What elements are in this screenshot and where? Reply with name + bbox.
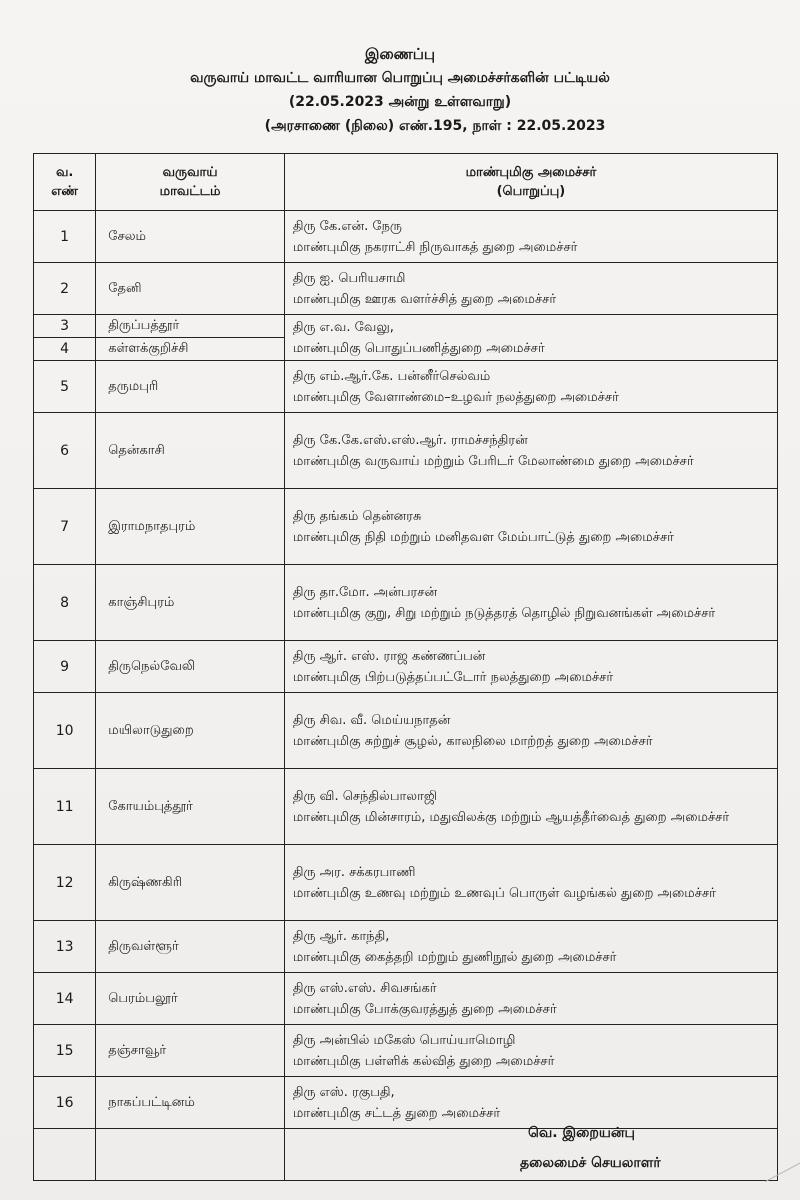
row-minister-cell <box>284 1025 777 1077</box>
signatory-name: வெ. இறையன்பு <box>528 1125 635 1141</box>
row-district: காஞ்சிபுரம் <box>96 565 285 641</box>
row-minister-cell <box>284 263 777 315</box>
table-row <box>34 973 778 1025</box>
minister-name: திரு தங்கம் தென்னரசு <box>292 508 422 524</box>
row-district: கள்ளக்குறிச்சி <box>96 338 285 361</box>
minister-name: திரு சிவ. வீ. மெய்யநாதன் <box>292 712 451 728</box>
row-number: 4 <box>34 338 96 361</box>
minister-portfolio: மாண்புமிகு போக்குவரத்துத் துறை அமைச்சர் <box>292 1001 557 1017</box>
row-district: இராமநாதபுரம் <box>96 489 285 565</box>
minister-name: திரு கே.கே.எஸ்.எஸ்.ஆர். ராமச்சந்திரன் <box>292 432 528 448</box>
row-district: கோயம்புத்தூர் <box>96 769 285 845</box>
minister-portfolio: மாண்புமிகு வேளாண்மை–உழவர் நலத்துறை அமைச்சர் <box>292 389 619 405</box>
row-minister-cell <box>284 693 777 769</box>
row-number: 7 <box>34 489 96 565</box>
minister-portfolio: மாண்புமிகு குறு, சிறு மற்றும் நடுத்தரத் தொழில் நிறுவனங்கள் அமைச்சர் <box>292 605 716 621</box>
minister-portfolio: மாண்புமிகு உணவு மற்றும் உணவுப் பொருள் வழங்கல் துறை அமைச்சர் <box>292 885 716 901</box>
row-number: 10 <box>34 693 96 769</box>
col-header-district <box>96 154 285 211</box>
row-district: சேலம் <box>96 211 285 263</box>
row-district: திருப்பத்தூர் <box>96 315 285 338</box>
table-row <box>34 413 778 489</box>
row-minister-cell <box>284 315 777 361</box>
minister-portfolio: மாண்புமிகு நகராட்சி நிருவாகத் துறை அமைச்சர் <box>292 239 578 255</box>
minister-name: திரு ஆர். எஸ். ராஜ கண்ணப்பன் <box>292 648 486 664</box>
minister-name: திரு கே.என். நேரு <box>292 218 402 234</box>
table-row <box>34 263 778 315</box>
minister-name: திரு எ.வ. வேலு, <box>292 319 394 335</box>
minister-portfolio: மாண்புமிகு ஊரக வளர்ச்சித் துறை அமைச்சர் <box>292 291 557 307</box>
table-row <box>34 1077 778 1129</box>
row-district <box>96 1129 285 1181</box>
minister-portfolio: மாண்புமிகு கைத்தறி மற்றும் துணிநூல் துறை அமைச்சர் <box>292 949 617 965</box>
row-number: 12 <box>34 845 96 921</box>
col-header-minister-line2: (பொறுப்பு) <box>496 184 566 199</box>
row-minister-cell <box>284 921 777 973</box>
row-district: திருநெல்வேலி <box>96 641 285 693</box>
row-number: 6 <box>34 413 96 489</box>
table-row <box>34 211 778 263</box>
row-district: மயிலாடுதுறை <box>96 693 285 769</box>
row-number: 2 <box>34 263 96 315</box>
table-row <box>34 641 778 693</box>
row-minister-cell <box>284 769 777 845</box>
row-number: 5 <box>34 361 96 413</box>
document-header <box>0 42 800 138</box>
minister-portfolio: மாண்புமிகு சட்டத் துறை அமைச்சர் <box>292 1105 501 1121</box>
row-number: 11 <box>34 769 96 845</box>
row-minister-cell <box>284 641 777 693</box>
minister-portfolio: மாண்புமிகு வருவாய் மற்றும் பேரிடர் மேலாண்மை துறை அமைச்சர் <box>292 453 694 469</box>
table-row <box>34 489 778 565</box>
table-row <box>34 845 778 921</box>
go-reference: (அரசாணை (நிலை) எண்.195, நாள் : 22.05.2023 <box>264 118 606 134</box>
table-row <box>34 921 778 973</box>
row-number: 9 <box>34 641 96 693</box>
document-title: வருவாய் மாவட்ட வாரியான பொறுப்பு அமைச்சர்களின் பட்டியல் <box>190 70 610 86</box>
row-number: 16 <box>34 1077 96 1129</box>
minister-portfolio: மாண்புமிகு மின்சாரம், மதுவிலக்கு மற்றும் ஆயத்தீர்வைத் துறை அமைச்சர் <box>292 809 730 825</box>
row-minister-cell <box>284 413 777 489</box>
as-on-date: (22.05.2023 அன்று உள்ளவாறு) <box>288 94 512 110</box>
col-header-number <box>34 154 96 211</box>
table-header-row <box>34 154 778 211</box>
minister-name: திரு ஆர். காந்தி, <box>292 928 390 944</box>
minister-portfolio: மாண்புமிகு நிதி மற்றும் மனிதவள மேம்பாட்டுத் துறை அமைச்சர் <box>292 529 674 545</box>
minister-portfolio: மாண்புமிகு பள்ளிக் கல்வித் துறை அமைச்சர் <box>292 1053 555 1069</box>
row-district: தஞ்சாவூர் <box>96 1025 285 1077</box>
table-row <box>34 693 778 769</box>
col-header-minister-line1: மாண்புமிகு அமைச்சர் <box>465 165 597 180</box>
col-header-number-line1: வ. <box>55 165 74 180</box>
row-minister-cell <box>284 361 777 413</box>
ministers-table <box>33 153 778 1181</box>
row-number: 15 <box>34 1025 96 1077</box>
row-number <box>34 1129 96 1181</box>
signature-block <box>520 1118 661 1178</box>
table-row <box>34 769 778 845</box>
row-number: 14 <box>34 973 96 1025</box>
table-row <box>34 361 778 413</box>
row-number: 13 <box>34 921 96 973</box>
row-minister-cell <box>284 211 777 263</box>
row-district: கிருஷ்ணகிரி <box>96 845 285 921</box>
table-row <box>34 315 778 338</box>
col-header-minister <box>284 154 777 211</box>
minister-name: திரு எஸ். ரகுபதி, <box>292 1084 395 1100</box>
minister-name: திரு தா.மோ. அன்பரசன் <box>292 584 438 600</box>
minister-name: திரு எம்.ஆர்.கே. பன்னீர்செல்வம் <box>292 368 491 384</box>
row-number: 3 <box>34 315 96 338</box>
row-number: 8 <box>34 565 96 641</box>
row-district: திருவள்ளூர் <box>96 921 285 973</box>
col-header-number-line2: எண் <box>51 184 78 199</box>
row-district: தென்காசி <box>96 413 285 489</box>
row-district: பெரம்பலூர் <box>96 973 285 1025</box>
table-row <box>34 1129 778 1181</box>
row-district: தருமபுரி <box>96 361 285 413</box>
row-number: 1 <box>34 211 96 263</box>
row-minister-cell <box>284 845 777 921</box>
row-district: நாகப்பட்டினம் <box>96 1077 285 1129</box>
minister-portfolio: மாண்புமிகு பொதுப்பணித்துறை அமைச்சர் <box>292 340 545 356</box>
minister-portfolio: மாண்புமிகு சுற்றுச் சூழல், காலநிலை மாற்றத் துறை அமைச்சர் <box>292 733 653 749</box>
row-minister-cell <box>284 489 777 565</box>
signatory-title: தலைமைச் செயலாளர் <box>520 1155 661 1171</box>
minister-name: திரு வி. செந்தில்பாலாஜி <box>292 788 438 804</box>
table-row <box>34 1025 778 1077</box>
minister-name: திரு அர. சக்கரபாணி <box>292 864 416 880</box>
row-minister-cell <box>284 565 777 641</box>
row-district: தேனி <box>96 263 285 315</box>
table-row <box>34 565 778 641</box>
minister-name: திரு அன்பில் மகேஸ் பொய்யாமொழி <box>292 1032 516 1048</box>
annexure-heading: இணைப்பு <box>364 45 436 63</box>
col-header-district-line2: மாவட்டம் <box>159 184 221 199</box>
col-header-district-line1: வருவாய் <box>162 165 218 180</box>
minister-name: திரு எஸ்.எஸ். சிவசங்கர் <box>292 980 437 996</box>
minister-name: திரு ஐ. பெரியசாமி <box>292 270 406 286</box>
minister-portfolio: மாண்புமிகு பிற்படுத்தப்பட்டோர் நலத்துறை அமைச்சர் <box>292 669 614 685</box>
row-minister-cell <box>284 973 777 1025</box>
